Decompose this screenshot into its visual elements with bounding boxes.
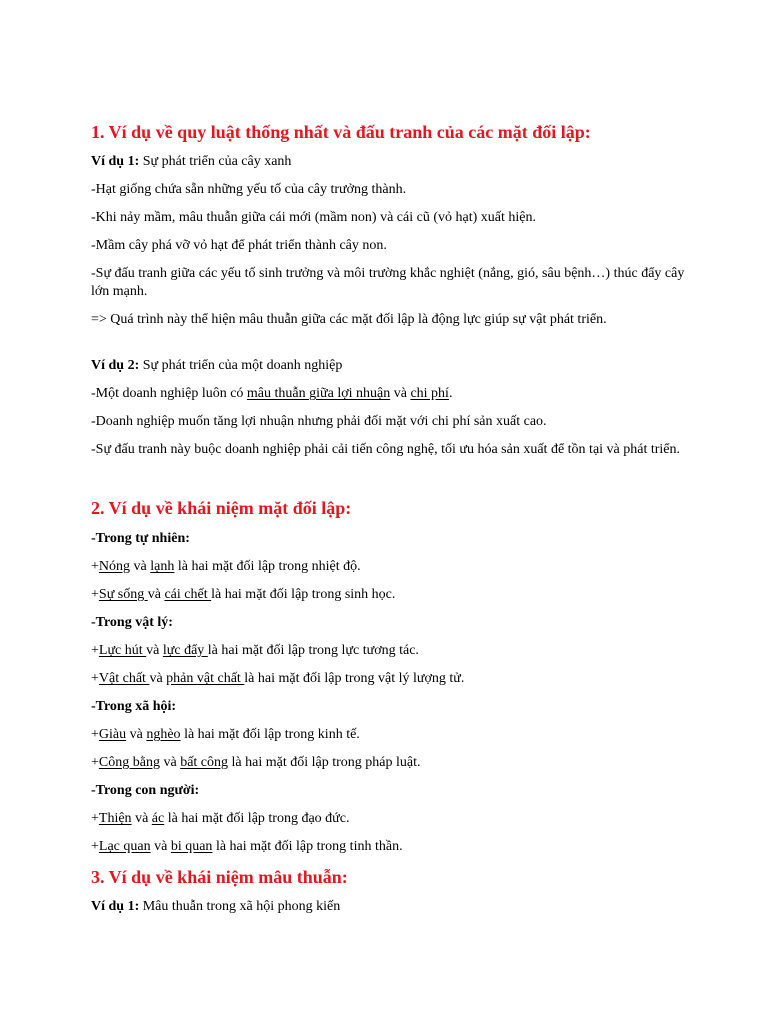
text: là hai mặt đối lập trong sinh học. xyxy=(211,587,396,602)
example-1-line xyxy=(91,898,691,916)
example-1-line xyxy=(91,153,691,171)
group-heading xyxy=(91,782,691,800)
text: và xyxy=(390,386,411,401)
text: và xyxy=(147,587,165,602)
example-title: Sự phát triển của cây xanh xyxy=(139,154,292,169)
pair-line xyxy=(91,642,691,660)
underlined-term: Lạc quan xyxy=(98,839,151,854)
pair-line xyxy=(91,558,691,576)
group-heading xyxy=(91,530,691,548)
text: là hai mặt đối lập trong tinh thần. xyxy=(212,839,403,854)
text: và xyxy=(149,671,167,686)
underlined-term: bi quan xyxy=(170,839,213,854)
text: là hai mặt đối lập trong kinh tế. xyxy=(180,727,360,742)
underlined-term: cái chết xyxy=(164,587,212,602)
underlined-term: nghèo xyxy=(146,727,181,742)
paragraph: -Sự đấu tranh này buộc doanh nghiệp phải cải tiến công nghệ, tối ưu hóa sản xuất để tồn tại và phát triển. xyxy=(91,442,681,457)
text: và xyxy=(130,559,151,574)
underlined-term: Sự sống xyxy=(98,587,148,602)
conclusion-paragraph: => Quá trình này thể hiện mâu thuẫn giữa các mặt đối lập là động lực giúp sự vật phát triển. xyxy=(91,312,607,327)
section-3-heading: 3. Ví dụ về khái niệm mâu thuẫn: xyxy=(91,867,348,887)
underlined-term: Lực hút xyxy=(98,643,147,658)
pair-line xyxy=(91,754,691,772)
underlined-term: Công bằng xyxy=(98,755,160,770)
text: là hai mặt đối lập trong vật lý lượng tử. xyxy=(244,671,465,686)
pair-line xyxy=(91,838,691,856)
text: + xyxy=(91,839,99,854)
underlined-term: Thiện xyxy=(98,811,132,826)
pair-line xyxy=(91,670,691,688)
pair-line xyxy=(91,586,691,604)
text: là hai mặt đối lập trong nhiệt độ. xyxy=(174,559,361,574)
underlined-term: ác xyxy=(151,811,165,826)
group-heading xyxy=(91,698,691,716)
paragraph xyxy=(91,385,691,403)
paragraph: -Sự đấu tranh giữa các yếu tố sinh trưởng và môi trường khắc nghiệt (nắng, gió, sâu bệnh…) thúc đẩy cây lớn mạnh. xyxy=(91,266,685,299)
paragraph: -Mầm cây phá vỡ vỏ hạt để phát triển thành cây non. xyxy=(91,238,387,253)
group-label: -Trong tự nhiên: xyxy=(91,531,190,546)
section-1-heading: 1. Ví dụ về quy luật thống nhất và đấu tranh của các mặt đối lập: xyxy=(91,122,591,142)
text: . xyxy=(448,386,453,401)
text: là hai mặt đối lập trong lực tương tác. xyxy=(207,643,419,658)
text: và xyxy=(150,839,171,854)
underlined-term: mâu thuẫn giữa lợi nhuận xyxy=(246,386,391,401)
text: + xyxy=(91,587,99,602)
text: + xyxy=(91,755,99,770)
underlined-term: chi phí xyxy=(410,386,449,401)
group-label: -Trong con người: xyxy=(91,783,200,798)
example-label: Ví dụ 1: xyxy=(91,899,140,914)
text: -Một doanh nghiệp luôn có xyxy=(91,386,247,401)
text: và xyxy=(131,811,152,826)
group-label: -Trong xã hội: xyxy=(91,699,177,714)
underlined-term: phản vật chất xyxy=(166,671,245,686)
example-title: Mâu thuẫn trong xã hội phong kiến xyxy=(139,899,341,914)
paragraph: -Hạt giống chứa sẵn những yếu tố của cây trưởng thành. xyxy=(91,182,407,197)
text: và xyxy=(159,755,181,770)
pair-line xyxy=(91,810,691,828)
underlined-term: bất công xyxy=(180,755,229,770)
example-2-line xyxy=(91,357,691,375)
underlined-term: lạnh xyxy=(150,559,175,574)
paragraph: -Doanh nghiệp muốn tăng lợi nhuận nhưng phải đối mặt với chi phí sản xuất cao. xyxy=(91,414,547,429)
example-label: Ví dụ 1: xyxy=(91,154,140,169)
group-label: -Trong vật lý: xyxy=(91,615,173,630)
text: + xyxy=(91,811,99,826)
text: là hai mặt đối lập trong đạo đức. xyxy=(164,811,350,826)
example-title: Sự phát triển của một doanh nghiệp xyxy=(139,358,343,373)
paragraph: -Khi nảy mầm, mâu thuẫn giữa cái mới (mầm non) và cái cũ (vỏ hạt) xuất hiện. xyxy=(91,210,536,225)
underlined-term: lực đẩy xyxy=(162,643,208,658)
underlined-term: Vật chất xyxy=(98,671,150,686)
text: + xyxy=(91,727,99,742)
section-2-heading: 2. Ví dụ về khái niệm mặt đối lập: xyxy=(91,498,352,518)
underlined-term: Giàu xyxy=(98,727,127,742)
underlined-term: Nóng xyxy=(98,559,131,574)
text: + xyxy=(91,671,99,686)
example-label: Ví dụ 2: xyxy=(91,358,140,373)
pair-line xyxy=(91,726,691,744)
group-heading xyxy=(91,614,691,632)
text: là hai mặt đối lập trong pháp luật. xyxy=(228,755,421,770)
text: và xyxy=(126,727,147,742)
text: và xyxy=(146,643,163,658)
text: + xyxy=(91,643,99,658)
text: + xyxy=(91,559,99,574)
